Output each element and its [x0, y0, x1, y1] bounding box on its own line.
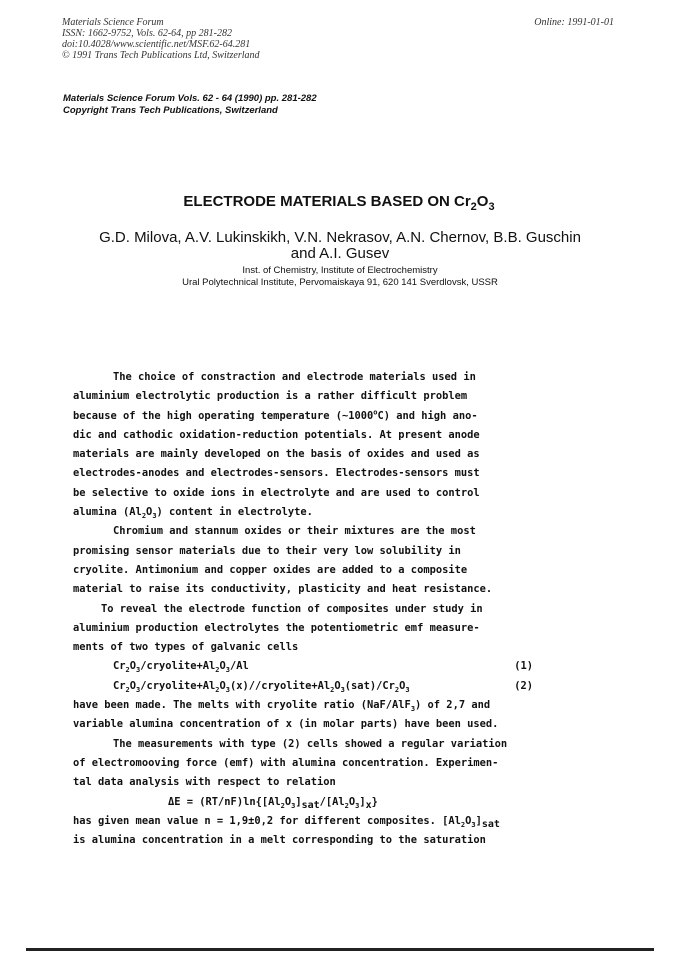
- body-line: be selective to oxide ions in electrolyte and are used to control: [73, 486, 480, 499]
- paper-title: [0, 193, 678, 213]
- body-line: has given mean value n = 1,9±0,2 for different composites. $[Al_2O_3]_{sat}$: [73, 814, 500, 830]
- relation-equation: $\Delta E = (RT/nF)\ln\{[Al_2O_3]_{sat}/[Al_2O_3]_x\}$: [168, 795, 378, 811]
- body-line: variable alumina concentration of x (in molar parts) have been used.: [73, 718, 499, 731]
- equation-number: (1): [514, 660, 533, 673]
- equation-number: (2): [514, 679, 533, 692]
- body-line: promising sensor materials due to their very low solubility in: [73, 544, 461, 557]
- issn-line: ISSN: 1662-9752, Vols. 62-64, pp 281-282: [62, 28, 232, 39]
- title-text: ELECTRODE MATERIALS BASED ON Cr: [183, 193, 471, 210]
- body-line: electrodes-anodes and electrodes-sensors. Electrodes-sensors must: [73, 467, 480, 480]
- authors-line-1: G.D. Milova, A.V. Lukinskikh, V.N. Nekrasov, A.N. Chernov, B.B. Guschin: [99, 229, 581, 246]
- affiliation-line-1: Inst. of Chemistry, Institute of Electrochemistry: [242, 265, 438, 276]
- body-line: Chromium and stannum oxides or their mixtures are the most: [113, 525, 476, 538]
- copyright-line: © 1991 Trans Tech Publications Ltd, Switzerland: [62, 50, 260, 61]
- body-text: [73, 368, 573, 850]
- title-sub-2: 2: [470, 201, 477, 213]
- title-oxygen: O: [476, 193, 489, 210]
- citation-copyright: Copyright Trans Tech Publications, Switzerland: [63, 105, 278, 116]
- title-sub-3: 3: [488, 201, 495, 213]
- body-line: aluminium production electrolytes the potentiometric emf measure-: [73, 621, 480, 634]
- body-line: To reveal the electrode function of composites under study in: [101, 602, 483, 615]
- affiliation: [30, 265, 650, 289]
- online-date: Online: 1991-01-01: [534, 17, 614, 28]
- affiliation-line-2: Ural Polytechnical Institute, Pervomaiskaya 91, 620 141 Sverdlovsk, USSR: [182, 277, 498, 288]
- body-line: cryolite. Antimonium and copper oxides are added to a composite: [73, 563, 468, 576]
- citation-volume: Materials Science Forum Vols. 62 - 64 (1990) pp. 281-282: [63, 93, 317, 104]
- body-line: ments of two types of galvanic cells: [73, 641, 299, 654]
- author-list: [30, 230, 650, 262]
- authors-line-2: and A.I. Gusev: [290, 245, 390, 262]
- body-line: dic and cathodic oxidation-reduction potentials. At present anode: [73, 428, 480, 441]
- body-line: of electromooving force (emf) with alumina concentration. Experimen-: [73, 756, 499, 769]
- body-line: The choice of constraction and electrode materials used in: [113, 371, 476, 383]
- body-line: materials are mainly developed on the basis of oxides and used as: [73, 448, 480, 461]
- body-line: tal data analysis with respect to relation: [73, 776, 336, 789]
- doi-line: doi:10.4028/www.scientific.net/MSF.62-64.281: [62, 39, 251, 50]
- body-line: The measurements with type (2) cells showed a regular variation: [113, 737, 508, 750]
- body-line: have been made. The melts with cryolite ratio (NaF/AlF$_3$) of 2,7 and: [73, 699, 491, 714]
- body-line: aluminium electrolytic production is a rather difficult problem: [73, 390, 468, 403]
- body-line: is alumina concentration in a melt corresponding to the saturation: [73, 834, 486, 847]
- equation-2: $Cr_2O_3/cryolite+Al_2O_3(x)//cryolite+Al_2O_3(sat)/Cr_2O_3$ (2): [73, 677, 573, 696]
- publication-header: [62, 17, 260, 61]
- body-line: because of the high operating temperature (~1000$^o$C) and high ano-: [73, 408, 478, 422]
- footer-rule: [26, 948, 654, 951]
- body-line: material to raise its conductivity, plasticity and heat resistance.: [73, 583, 493, 596]
- journal-citation: [63, 93, 317, 117]
- journal-name: Materials Science Forum: [62, 17, 164, 28]
- equation-1: $Cr_2O_3/cryolite+Al_2O_3/Al$ (1): [73, 657, 573, 676]
- body-line: alumina $(Al_2O_3)$ content in electrolyte.: [73, 506, 313, 521]
